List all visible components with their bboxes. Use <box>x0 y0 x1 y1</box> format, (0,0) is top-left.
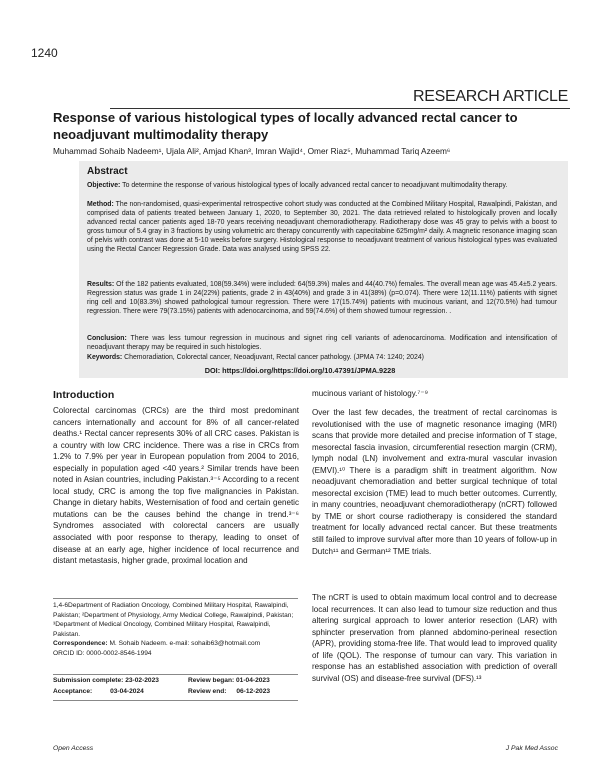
abstract-keywords <box>87 353 557 362</box>
acceptance-label: Acceptance: <box>53 688 93 695</box>
submission-label: Submission complete: <box>53 677 124 684</box>
correspondence-text: M. Sohaib Nadeem. e-mail: sohaib63@hotmail.com <box>109 640 261 647</box>
footnote-divider <box>53 598 298 599</box>
conclusion-label: Conclusion: <box>87 335 127 342</box>
orcid-line: ORCID ID: 0000-0002-8546-1994 <box>53 649 152 657</box>
keywords-text: Chemoradiation, Colorectal cancer, Neoadjuvant, Rectal cancer pathology. (JPMA 74: 1240; 2024) <box>124 354 424 361</box>
page-number: 1240 <box>31 46 58 60</box>
abstract-heading: Abstract <box>87 166 128 177</box>
results-label: Results: <box>87 281 115 288</box>
doi-link[interactable]: DOI: https://doi.org/https://doi.org/10.47391/JPMA.9228 <box>204 366 396 375</box>
dates-divider <box>53 674 298 675</box>
article-title: Response of various histological types of locally advanced rectal cancer to neoadjuvant multimodality therapy <box>53 110 518 142</box>
submission-date <box>53 677 159 684</box>
author-list: Muhammad Sohaib Nadeem¹, Ujala Ali², Amjad Khan³, Imran Wajid⁴, Omer Riaz⁵, Muhammad Tariq Azeem⁶ <box>53 146 451 156</box>
intro-right-paragraph-2: The nCRT is used to obtain maximum local control and to decrease local recurrences. It can also lead to tumour size reduction and thus altering surgical approach to lower anterior resection (LAR) with sphincter preservation from planned abdomino-perineal resection (APR), providing stoma-free life. That would lead to improved quality of life (QOL). The response of tumour can vary. This variation in response has an established association with prediction of overall survival (OS) and disease-free survival (DFS).¹³ <box>312 593 557 683</box>
review-began-value: 01-04-2023 <box>236 677 270 684</box>
results-text: Of the 182 patients evaluated, 108(59.34%) were included: 64(59.3%) males and 44(40.7%) females. The overall mean age was 45.4±5.2 years. Regression status was grade 1 in 24(22%) patients, grade 2 in 43(40%) and grade 3 in 41(38%) (p=0.074). There were 12(11.11%) patients with signet ring cell and 10(83.3%) showed pathological tumour regression. There were 17(15.74%) patients with mucinous variant, and 12(70.5%) had tumour regression. There were 79(73.15%) patients with adenocarcinoma, and 59(74.6%) of them showed tumour regression. . <box>87 281 557 315</box>
article-type-label: RESEARCH ARTICLE <box>413 88 568 105</box>
abstract-conclusion <box>87 334 557 352</box>
intro-right-continuation: mucinous variant of histology.⁷⁻⁹ <box>312 389 429 398</box>
method-text: The non-randomised, quasi-experimental retrospective cohort study was conducted at the Combined Military Hospital, Rawalpindi, Pakistan, and comprised data of patients treated between January 1, 2020, to September 30, 2021. The data retrieved related to histologically proven and locally advanced rectal cancer patients aged 18-70 years receiving neoadjuvant chemoradiotherapy. Radiotherapy dose was 45 gray to pelvis with a boost to gross tumour of 5.4 gray in 3 fractions by using volumetric arc therapy concurrently with capecitabine 625mg/m² daily. A magnetic resonance imaging scan of pelvis with contrast was done at 5-10 weeks before surgery. Histological response to neoadjuvant treatment of various histological types was evaluated using the Rectal Cancer Regression Grade. Data was analysed using SPSS 22. <box>87 201 557 253</box>
footer-open-access: Open Access <box>53 745 94 752</box>
keywords-label: Keywords: <box>87 354 123 361</box>
intro-right-paragraph-1: Over the last few decades, the treatment of rectal carcinomas is revolutionised with the use of magnetic resonance imaging (MRI) scans that provide more detailed and precise information of T stage, mesorectal fascia invasion, circumferential resection margin (CRM), lymph nodal (LN) involvement and extra-mural vascular invasion (EMVI).¹⁰ There is a paradigm shift in treatment algorithm. Now neoadjuvant chemoradiation and better surgical technique of total mesorectal excision (TME) lead to much better outcomes. Currently, in many countries, neoadjuvant chemoradiotherapy (nCRT) followed by TME or short course radiotherapy is considered the standard treatment for locally advanced rectal cancer. But these treatments still failed to improve survival after more than 10 years of follow-up in Dutch¹¹ and German¹² TME trials. <box>312 408 557 556</box>
review-end-label: Review end: <box>188 688 227 695</box>
acceptance-date <box>53 688 144 695</box>
correspondence-label: Correspondence: <box>53 640 108 647</box>
review-began-label: Review began: <box>188 677 235 684</box>
objective-text: To determine the response of various histological types of locally advanced rectal cancer to neoadjuvant multimodality therapy. <box>122 182 508 189</box>
footer-journal: J Pak Med Assoc <box>505 745 558 752</box>
abstract-objective <box>87 181 557 190</box>
abstract-method <box>87 200 557 254</box>
intro-left-paragraph: Colorectal carcinomas (CRCs) are the third most predominant cancers internationally and account for 8% of all cancer-related deaths.¹ Rectal cancer represents 30% of all CRC cases. Pakistan is a country with low CRC incidence. There was a rise in CRCs from 1.2% to 7.9% per year in European population from 2004 to 2016, especially in population aged <40 years.² Similar trends have been noted in Asian countries, including Pakistan.³⁻⁵ According to a recent local study, CRC is among the top five malignancies in Pakistan. Change in dietary habits, Westernisation of food and certain genetic mutations can be the causes behind the change in trend.³⁻⁶ Syndromes associated with colorectal cancers are usually associated with poor response to therapy, leading to onset of disease at an early age, higher incidence of local recurrence and distant metastasis, higher grade, proximal location and <box>53 406 299 566</box>
method-label: Method: <box>87 201 114 208</box>
abstract-results <box>87 280 557 316</box>
conclusion-text: There was less tumour regression in mucinous and signet ring cell variants of adenocarcinoma. Modification and intensification of neoadjuvant therapy may be required in such histologies. <box>87 335 557 351</box>
review-end-value: 06-12-2023 <box>236 688 271 695</box>
review-began-date <box>188 677 270 684</box>
footnote-block <box>53 601 298 658</box>
affiliations: 1,4-6Department of Radiation Oncology, Combined Military Hospital, Rawalpindi, Pakistan; ²Department of Physiology, Army Medical College, Rawalpindi, Pakistan; ³Department of Medical Oncology, Combined Military Hospital, Rawalpindi, Pakistan. <box>53 602 294 638</box>
introduction-heading: Introduction <box>53 389 115 401</box>
submission-value: 23-02-2023 <box>125 677 159 684</box>
acceptance-value: 03-04-2024 <box>110 688 144 695</box>
bottom-divider <box>53 700 298 701</box>
review-end-date <box>188 688 270 695</box>
correspondence-line <box>53 639 298 649</box>
objective-label: Objective: <box>87 182 121 189</box>
